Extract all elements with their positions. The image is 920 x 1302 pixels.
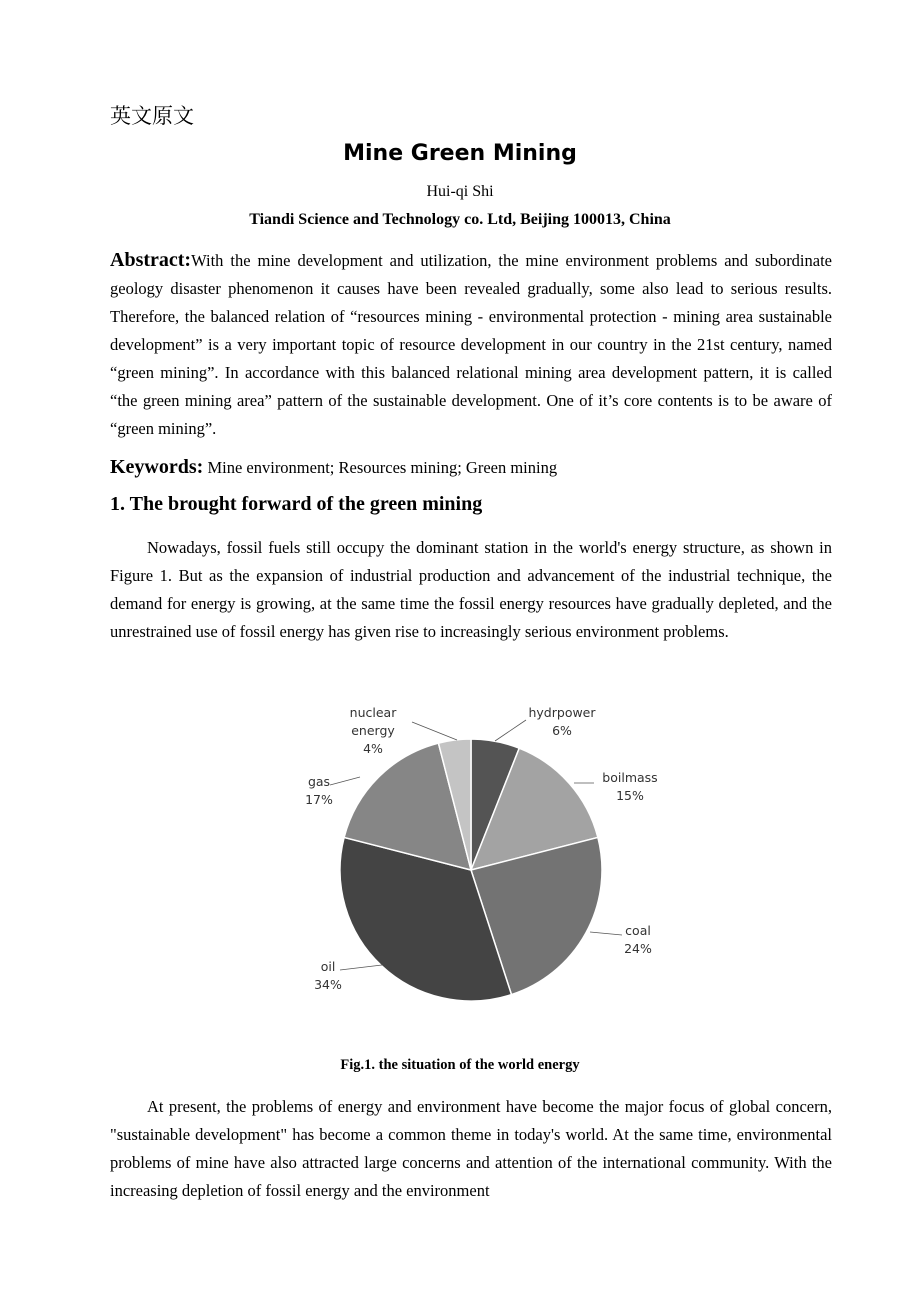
data-label: hydrpower 6% [528,705,596,738]
figure-caption: Fig.1. the situation of the world energy [340,1057,580,1073]
keywords-text: Mine environment; Resources mining; Green mining [203,458,558,477]
abstract-text: With the mine development and utilization, the mine environment problems and subordinate geology disaster phenomenon it causes have been revealed gradually, some also lead to serious results. Therefore, the balanced relation of “resources mining - environmental protection - mining area sustainable development” is a very important topic of resource development in our country in the 21st century, named “green mining”. In accordance with this balanced relational mining area development pattern, it is called “the green mining area” pattern of the sustainable development. One of it’s core contents is to be aware of “green mining”. [110,251,832,438]
data-label: nuclear energy 4% [349,705,397,756]
paper-title: Mine Green Mining [343,141,577,166]
data-label: coal 24% [624,923,652,956]
abstract-label: Abstract: [110,249,192,271]
body-paragraph: At present, the problems of energy and environment have become the major focus of global concern, "sustainable development" has become a common theme in today's world. At the same time, environmental problems of mine have also attracted large concerns and attention of the international community. With the increasing depletion of fossil energy and the environment [110,1097,832,1200]
keywords-label: Keywords: [110,456,204,478]
pie-chart [250,695,670,1015]
abstract [110,246,832,443]
leader-line [340,965,382,970]
leader-line [590,932,622,935]
chinese-header: 英文原文 [110,104,194,128]
section-heading: 1. The brought forward of the green mining [110,493,483,515]
leader-line [495,720,526,741]
data-label: boilmass 15% [602,770,658,803]
author: Hui-qi Shi [426,183,494,200]
affiliation: Tiandi Science and Technology co. Ltd, Beijing 100013, China [249,211,671,228]
data-label: oil 34% [314,959,342,992]
leader-line [412,722,457,740]
data-label: gas 17% [305,774,333,807]
keywords [110,453,832,482]
body-paragraph: Nowadays, fossil fuels still occupy the dominant station in the world's energy structure, as shown in Figure 1. But as the expansion of industrial production and advancement of the industrial technique, the demand for energy is growing, at the same time the fossil energy resources have gradually depleted, and the unrestrained use of fossil energy has given rise to increasingly serious environment problems. [110,538,832,641]
leader-line [330,777,360,785]
pie-chart-figure [250,695,670,1015]
